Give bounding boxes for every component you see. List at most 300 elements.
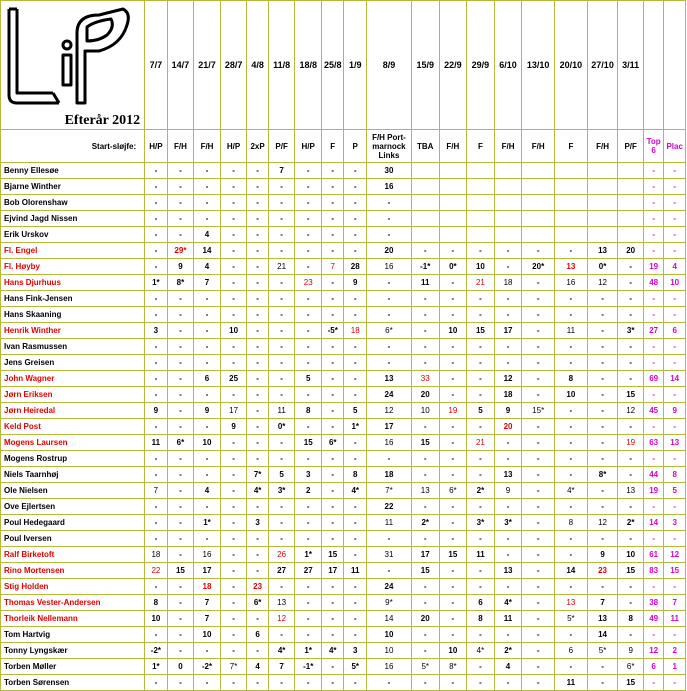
date-header: 25/8 bbox=[322, 1, 344, 130]
score-cell: -2* bbox=[194, 659, 221, 675]
score-cell bbox=[587, 163, 618, 179]
score-cell: 14 bbox=[194, 243, 221, 259]
score-cell: - bbox=[145, 515, 167, 531]
score-cell: - bbox=[522, 579, 555, 595]
score-cell: - bbox=[295, 307, 322, 323]
score-cell: - bbox=[494, 499, 522, 515]
score-cell: 25 bbox=[220, 371, 247, 387]
table-row bbox=[1, 259, 686, 275]
top6-cell: - bbox=[643, 579, 663, 595]
score-cell: 9 bbox=[618, 643, 644, 659]
score-cell: - bbox=[322, 483, 344, 499]
table-row bbox=[1, 339, 686, 355]
score-cell: - bbox=[220, 499, 247, 515]
score-cell: 13 bbox=[366, 371, 411, 387]
score-cell: - bbox=[322, 467, 344, 483]
player-name: Thomas Vester-Andersen bbox=[1, 595, 145, 611]
score-cell: 7 bbox=[587, 595, 618, 611]
score-cell: - bbox=[167, 355, 194, 371]
score-cell: - bbox=[555, 499, 588, 515]
score-cell: - bbox=[344, 579, 366, 595]
score-cell bbox=[587, 211, 618, 227]
loop-header: TBA bbox=[411, 130, 439, 163]
loop-header: F/H bbox=[494, 130, 522, 163]
season-title: Efterår 2012 bbox=[64, 113, 141, 128]
score-cell: - bbox=[439, 291, 467, 307]
score-cell: 17 bbox=[494, 323, 522, 339]
score-cell: - bbox=[295, 627, 322, 643]
player-name: Jørn Heiredal bbox=[1, 403, 145, 419]
score-cell: - bbox=[322, 275, 344, 291]
score-cell: 16 bbox=[194, 547, 221, 563]
place-cell: - bbox=[664, 579, 686, 595]
place-cell: - bbox=[664, 179, 686, 195]
place-cell: - bbox=[664, 243, 686, 259]
score-cell: 21 bbox=[467, 435, 495, 451]
player-name: Fl. Engel bbox=[1, 243, 145, 259]
score-cell: 16 bbox=[555, 275, 588, 291]
score-cell: - bbox=[167, 675, 194, 691]
score-cell: - bbox=[220, 515, 247, 531]
score-cell: 13 bbox=[494, 467, 522, 483]
score-cell: - bbox=[322, 307, 344, 323]
score-cell: 4* bbox=[268, 643, 295, 659]
score-cell bbox=[467, 227, 495, 243]
score-cell: 10 bbox=[439, 323, 467, 339]
player-name: Ole Nielsen bbox=[1, 483, 145, 499]
score-cell: - bbox=[467, 675, 495, 691]
score-cell: 15 bbox=[411, 435, 439, 451]
score-cell: 5* bbox=[344, 659, 366, 675]
score-cell: - bbox=[555, 451, 588, 467]
score-cell: 17 bbox=[411, 547, 439, 563]
score-cell: - bbox=[344, 627, 366, 643]
score-cell: - bbox=[522, 387, 555, 403]
score-cell: 7 bbox=[145, 483, 167, 499]
top6-cell: 61 bbox=[643, 547, 663, 563]
score-cell: 11 bbox=[268, 403, 295, 419]
score-cell: - bbox=[587, 323, 618, 339]
loop-header: Plac bbox=[664, 130, 686, 163]
score-cell: - bbox=[247, 259, 268, 275]
empty-header-top6 bbox=[643, 1, 663, 130]
score-cell: 8* bbox=[439, 659, 467, 675]
score-cell: - bbox=[295, 675, 322, 691]
player-name: Poul Hedegaard bbox=[1, 515, 145, 531]
loop-header: P/F bbox=[618, 130, 644, 163]
score-cell: 3 bbox=[344, 643, 366, 659]
score-cell: - bbox=[618, 467, 644, 483]
score-cell: - bbox=[411, 339, 439, 355]
score-cell: 13 bbox=[494, 563, 522, 579]
score-cell: - bbox=[295, 227, 322, 243]
score-cell: - bbox=[467, 499, 495, 515]
score-cell: 9 bbox=[494, 483, 522, 499]
score-cell: - bbox=[344, 227, 366, 243]
top6-cell: 48 bbox=[643, 275, 663, 291]
score-cell: 31 bbox=[366, 547, 411, 563]
score-cell: 4 bbox=[194, 483, 221, 499]
score-cell: 23 bbox=[295, 275, 322, 291]
score-cell: - bbox=[522, 611, 555, 627]
date-header: 18/8 bbox=[295, 1, 322, 130]
score-cell: - bbox=[268, 499, 295, 515]
score-cell: - bbox=[555, 435, 588, 451]
score-cell: 12 bbox=[366, 403, 411, 419]
score-cell: - bbox=[167, 307, 194, 323]
score-cell: 17 bbox=[366, 419, 411, 435]
score-cell: - bbox=[344, 547, 366, 563]
score-cell: - bbox=[494, 579, 522, 595]
score-cell: - bbox=[439, 515, 467, 531]
score-cell: 0 bbox=[167, 659, 194, 675]
score-cell: - bbox=[587, 403, 618, 419]
score-cell: 7 bbox=[194, 275, 221, 291]
score-cell: 10 bbox=[467, 259, 495, 275]
score-cell: 4* bbox=[322, 643, 344, 659]
score-cell: - bbox=[322, 211, 344, 227]
score-cell bbox=[555, 211, 588, 227]
score-cell: - bbox=[555, 531, 588, 547]
score-cell: - bbox=[268, 179, 295, 195]
score-cell: 1* bbox=[145, 659, 167, 675]
score-cell: - bbox=[194, 419, 221, 435]
score-cell: 2* bbox=[411, 515, 439, 531]
score-cell: - bbox=[411, 323, 439, 339]
score-cell bbox=[587, 179, 618, 195]
score-cell: - bbox=[295, 259, 322, 275]
place-cell: 15 bbox=[664, 563, 686, 579]
place-cell: - bbox=[664, 531, 686, 547]
score-cell: 13 bbox=[555, 259, 588, 275]
score-cell: - bbox=[220, 227, 247, 243]
score-cell: - bbox=[247, 371, 268, 387]
score-cell: - bbox=[494, 291, 522, 307]
score-cell: - bbox=[555, 579, 588, 595]
score-cell: 18 bbox=[494, 387, 522, 403]
place-cell: - bbox=[664, 307, 686, 323]
top6-cell: - bbox=[643, 499, 663, 515]
score-cell: 18 bbox=[194, 579, 221, 595]
score-cell: - bbox=[194, 675, 221, 691]
score-cell: 16 bbox=[366, 659, 411, 675]
score-cell: - bbox=[220, 643, 247, 659]
score-cell: 8* bbox=[587, 467, 618, 483]
score-cell: - bbox=[220, 275, 247, 291]
score-cell: 9 bbox=[494, 403, 522, 419]
score-cell: 5* bbox=[411, 659, 439, 675]
score-cell: - bbox=[522, 531, 555, 547]
date-header: 6/10 bbox=[494, 1, 522, 130]
score-cell: - bbox=[522, 371, 555, 387]
score-cell bbox=[522, 195, 555, 211]
score-cell bbox=[522, 227, 555, 243]
loop-header: H/P bbox=[295, 130, 322, 163]
player-name: Mogens Laursen bbox=[1, 435, 145, 451]
score-cell: - bbox=[618, 595, 644, 611]
top6-cell: - bbox=[643, 307, 663, 323]
place-cell: - bbox=[664, 675, 686, 691]
score-cell: - bbox=[439, 435, 467, 451]
score-cell: 13 bbox=[587, 243, 618, 259]
score-cell: 22 bbox=[366, 499, 411, 515]
score-cell: 3* bbox=[618, 323, 644, 339]
score-cell: - bbox=[167, 163, 194, 179]
place-cell: - bbox=[664, 163, 686, 179]
score-cell: - bbox=[555, 403, 588, 419]
score-cell: 16 bbox=[366, 179, 411, 195]
score-cell: - bbox=[439, 467, 467, 483]
score-cell bbox=[494, 211, 522, 227]
score-cell: - bbox=[467, 531, 495, 547]
table-row bbox=[1, 659, 686, 675]
score-cell: - bbox=[467, 387, 495, 403]
score-cell: - bbox=[295, 339, 322, 355]
score-cell: - bbox=[366, 227, 411, 243]
score-cell: - bbox=[467, 467, 495, 483]
score-cell: 13 bbox=[618, 483, 644, 499]
table-row bbox=[1, 179, 686, 195]
score-cell: - bbox=[555, 467, 588, 483]
score-cell: - bbox=[322, 387, 344, 403]
score-cell: - bbox=[194, 387, 221, 403]
score-cell: - bbox=[220, 435, 247, 451]
score-cell: 4 bbox=[494, 659, 522, 675]
score-cell: - bbox=[555, 355, 588, 371]
score-cell: - bbox=[220, 163, 247, 179]
score-cell: 14 bbox=[555, 563, 588, 579]
score-cell: - bbox=[522, 275, 555, 291]
score-cell: - bbox=[268, 339, 295, 355]
score-cell: 9 bbox=[587, 547, 618, 563]
score-cell: - bbox=[295, 243, 322, 259]
score-cell: 6 bbox=[467, 595, 495, 611]
score-cell: - bbox=[194, 355, 221, 371]
score-cell: 1* bbox=[295, 547, 322, 563]
table-row bbox=[1, 643, 686, 659]
score-cell: - bbox=[439, 531, 467, 547]
score-cell: - bbox=[220, 467, 247, 483]
score-cell: - bbox=[344, 243, 366, 259]
score-cell: - bbox=[167, 339, 194, 355]
place-cell: - bbox=[664, 627, 686, 643]
score-cell: 3 bbox=[295, 467, 322, 483]
start-loop-label: Start-sløjfe: bbox=[1, 130, 145, 163]
score-cell: - bbox=[322, 195, 344, 211]
score-cell: 2 bbox=[295, 483, 322, 499]
score-cell: 29* bbox=[167, 243, 194, 259]
table-row bbox=[1, 627, 686, 643]
score-cell: - bbox=[194, 643, 221, 659]
score-cell: 33 bbox=[411, 371, 439, 387]
score-cell: 14 bbox=[587, 627, 618, 643]
score-cell: - bbox=[411, 627, 439, 643]
score-cell: - bbox=[145, 339, 167, 355]
score-cell: 9 bbox=[194, 403, 221, 419]
top6-cell: 49 bbox=[643, 611, 663, 627]
score-cell: - bbox=[344, 595, 366, 611]
score-cell: - bbox=[366, 307, 411, 323]
score-cell: 0* bbox=[268, 419, 295, 435]
table-row bbox=[1, 227, 686, 243]
player-name: Keld Post bbox=[1, 419, 145, 435]
player-name: Hans Djurhuus bbox=[1, 275, 145, 291]
score-cell: 28 bbox=[344, 259, 366, 275]
score-cell: 30 bbox=[366, 163, 411, 179]
score-cell: - bbox=[167, 483, 194, 499]
top6-cell: - bbox=[643, 291, 663, 307]
top6-cell: 19 bbox=[643, 483, 663, 499]
score-cell: - bbox=[366, 291, 411, 307]
score-cell: -2* bbox=[145, 643, 167, 659]
score-cell: 1* bbox=[295, 643, 322, 659]
score-cell: - bbox=[145, 307, 167, 323]
score-cell: - bbox=[618, 627, 644, 643]
score-cell: 10 bbox=[194, 627, 221, 643]
top6-cell: - bbox=[643, 451, 663, 467]
score-cell: - bbox=[268, 355, 295, 371]
table-row bbox=[1, 307, 686, 323]
score-cell: 10 bbox=[411, 403, 439, 419]
place-cell: 12 bbox=[664, 547, 686, 563]
score-cell: - bbox=[522, 451, 555, 467]
score-cell: - bbox=[220, 483, 247, 499]
score-cell bbox=[618, 195, 644, 211]
score-cell: 5* bbox=[587, 643, 618, 659]
score-cell: - bbox=[247, 307, 268, 323]
score-cell: - bbox=[295, 451, 322, 467]
score-cell: - bbox=[145, 243, 167, 259]
score-cell: - bbox=[344, 211, 366, 227]
score-cell: 27 bbox=[268, 563, 295, 579]
top6-cell: - bbox=[643, 531, 663, 547]
score-cell: - bbox=[366, 675, 411, 691]
top6-cell: - bbox=[643, 627, 663, 643]
score-cell: - bbox=[167, 387, 194, 403]
score-cell: 10 bbox=[439, 643, 467, 659]
top6-cell: 12 bbox=[643, 643, 663, 659]
score-cell: - bbox=[494, 451, 522, 467]
score-cell: 3* bbox=[268, 483, 295, 499]
score-cell: 6 bbox=[555, 643, 588, 659]
table-row bbox=[1, 211, 686, 227]
score-cell: - bbox=[344, 675, 366, 691]
score-cell: 12 bbox=[494, 371, 522, 387]
score-cell: 6* bbox=[322, 435, 344, 451]
score-cell: - bbox=[295, 419, 322, 435]
score-cell: 7 bbox=[194, 611, 221, 627]
score-cell: - bbox=[411, 467, 439, 483]
score-cell: 6 bbox=[194, 371, 221, 387]
score-cell: - bbox=[344, 435, 366, 451]
score-cell: - bbox=[268, 579, 295, 595]
score-cell: 4* bbox=[247, 483, 268, 499]
player-name: Mogens Rostrup bbox=[1, 451, 145, 467]
score-cell: 21 bbox=[268, 259, 295, 275]
score-cell: 3* bbox=[494, 515, 522, 531]
table-row bbox=[1, 163, 686, 179]
score-cell: - bbox=[295, 499, 322, 515]
score-cell: - bbox=[494, 435, 522, 451]
score-cell: 7* bbox=[247, 467, 268, 483]
player-name: Bjarne Winther bbox=[1, 179, 145, 195]
place-cell: 14 bbox=[664, 371, 686, 387]
score-cell: - bbox=[344, 291, 366, 307]
score-cell: 5 bbox=[268, 467, 295, 483]
score-cell: - bbox=[247, 163, 268, 179]
score-cell: - bbox=[268, 227, 295, 243]
score-cell: 7 bbox=[268, 659, 295, 675]
score-cell: 0* bbox=[587, 259, 618, 275]
score-cell: - bbox=[322, 179, 344, 195]
top6-cell: - bbox=[643, 179, 663, 195]
score-cell: - bbox=[322, 611, 344, 627]
score-cell bbox=[618, 227, 644, 243]
score-cell: - bbox=[295, 611, 322, 627]
score-cell: - bbox=[268, 275, 295, 291]
loop-header: H/P bbox=[145, 130, 167, 163]
score-cell: 23 bbox=[247, 579, 268, 595]
date-header: 3/11 bbox=[618, 1, 644, 130]
score-cell: - bbox=[145, 163, 167, 179]
date-header: 15/9 bbox=[411, 1, 439, 130]
score-cell: - bbox=[145, 179, 167, 195]
score-cell: - bbox=[555, 627, 588, 643]
score-cell: - bbox=[587, 451, 618, 467]
score-cell: 4 bbox=[247, 659, 268, 675]
score-cell: - bbox=[167, 195, 194, 211]
score-cell: - bbox=[268, 371, 295, 387]
table-row bbox=[1, 563, 686, 579]
score-cell: 13 bbox=[411, 483, 439, 499]
score-cell: - bbox=[587, 419, 618, 435]
score-cell: 12 bbox=[587, 275, 618, 291]
score-cell: 4* bbox=[467, 643, 495, 659]
place-cell: 13 bbox=[664, 435, 686, 451]
loop-header: F bbox=[467, 130, 495, 163]
score-cell: - bbox=[145, 211, 167, 227]
score-cell bbox=[555, 179, 588, 195]
score-cell: - bbox=[439, 675, 467, 691]
table-row bbox=[1, 435, 686, 451]
score-cell: - bbox=[220, 579, 247, 595]
score-cell bbox=[494, 163, 522, 179]
score-cell: - bbox=[587, 291, 618, 307]
score-cell: 15 bbox=[295, 435, 322, 451]
table-row bbox=[1, 355, 686, 371]
score-cell: - bbox=[145, 579, 167, 595]
score-cell: 5 bbox=[295, 371, 322, 387]
score-cell: - bbox=[439, 275, 467, 291]
score-cell: - bbox=[439, 563, 467, 579]
score-cell: - bbox=[555, 419, 588, 435]
score-cell: - bbox=[522, 563, 555, 579]
logo-cell bbox=[1, 1, 145, 130]
score-cell: - bbox=[411, 531, 439, 547]
place-cell: - bbox=[664, 419, 686, 435]
date-header: 27/10 bbox=[587, 1, 618, 130]
score-cell: - bbox=[167, 211, 194, 227]
score-cell: - bbox=[295, 163, 322, 179]
score-cell: 1* bbox=[344, 419, 366, 435]
place-cell: - bbox=[664, 195, 686, 211]
player-name: John Wagner bbox=[1, 371, 145, 387]
score-cell bbox=[467, 195, 495, 211]
score-cell: - bbox=[268, 195, 295, 211]
score-cell bbox=[555, 227, 588, 243]
date-header: 7/7 bbox=[145, 1, 167, 130]
score-cell bbox=[522, 211, 555, 227]
